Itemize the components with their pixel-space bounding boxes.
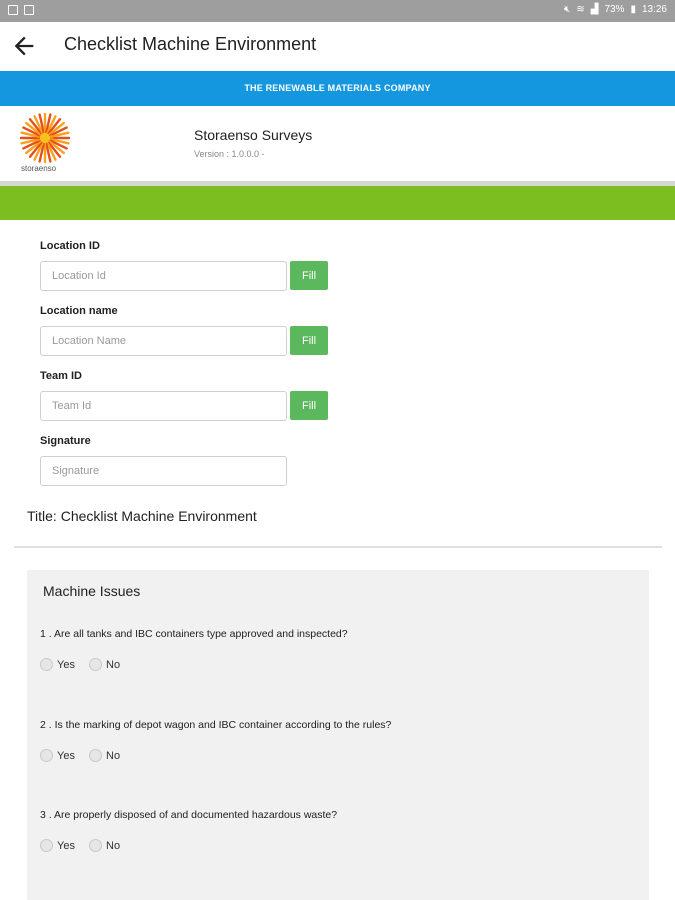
q3-no-option[interactable] xyxy=(89,839,120,852)
tagline-banner: THE RENEWABLE MATERIALS COMPANY xyxy=(0,71,675,106)
location-id-fill-button[interactable]: Fill xyxy=(290,261,328,290)
q1-yes-option[interactable] xyxy=(40,658,75,671)
page-title: Checklist Machine Environment xyxy=(64,34,317,54)
status-bar xyxy=(0,0,675,22)
machine-issues-section xyxy=(27,570,649,900)
q2-no-option[interactable] xyxy=(89,749,120,762)
question-1: 1 . Are all tanks and IBC containers type approved and inspected? xyxy=(40,628,348,640)
logo-text: storaenso xyxy=(21,164,57,173)
location-name-input[interactable] xyxy=(40,326,287,356)
yes-label: Yes xyxy=(57,658,75,671)
radio-button[interactable] xyxy=(89,749,102,762)
yes-label: Yes xyxy=(57,839,75,852)
team-id-label: Team ID xyxy=(40,370,82,382)
radio-button[interactable] xyxy=(40,839,53,852)
location-id-input[interactable] xyxy=(40,261,287,291)
signature-label: Signature xyxy=(40,435,91,447)
q3-yes-option[interactable] xyxy=(40,839,75,852)
signal-icon: ▟ xyxy=(590,4,599,15)
team-id-fill-button[interactable]: Fill xyxy=(290,391,328,420)
image-icon xyxy=(8,5,18,15)
no-label: No xyxy=(106,658,121,671)
team-id-input[interactable] xyxy=(40,391,287,421)
no-label: No xyxy=(106,839,121,852)
location-id-label: Location ID xyxy=(40,240,100,252)
wifi-icon: ≋ xyxy=(576,4,585,15)
app-name: Storaenso Surveys xyxy=(194,127,313,143)
app-version: Version : 1.0.0.0 - xyxy=(194,149,265,159)
yes-label: Yes xyxy=(57,749,75,762)
section-title: Machine Issues xyxy=(43,583,141,599)
q1-no-option[interactable] xyxy=(89,658,120,671)
back-arrow-icon[interactable] xyxy=(10,32,38,60)
app-bar xyxy=(0,22,675,70)
green-accent-band xyxy=(0,186,675,220)
question-3: 3 . Are properly disposed of and documented hazardous waste? xyxy=(40,809,338,821)
signature-input[interactable] xyxy=(40,456,287,486)
battery-text: 73% xyxy=(604,4,625,15)
battery-icon: ▮ xyxy=(630,4,636,15)
q2-yes-option[interactable] xyxy=(40,749,75,762)
survey-title: Title: Checklist Machine Environment xyxy=(27,508,257,524)
brand-header xyxy=(0,106,675,181)
location-name-fill-button[interactable]: Fill xyxy=(290,326,328,355)
radio-button[interactable] xyxy=(40,749,53,762)
clock: 13:26 xyxy=(641,4,667,15)
document-icon xyxy=(24,5,34,15)
radio-button[interactable] xyxy=(40,658,53,671)
question-2: 2 . Is the marking of depot wagon and IBC container according to the rules? xyxy=(40,719,392,731)
mute-icon: 🔇︎ xyxy=(564,4,571,15)
section-divider xyxy=(14,546,662,548)
radio-button[interactable] xyxy=(89,839,102,852)
no-label: No xyxy=(106,749,121,762)
radio-button[interactable] xyxy=(89,658,102,671)
location-name-label: Location name xyxy=(40,305,118,317)
